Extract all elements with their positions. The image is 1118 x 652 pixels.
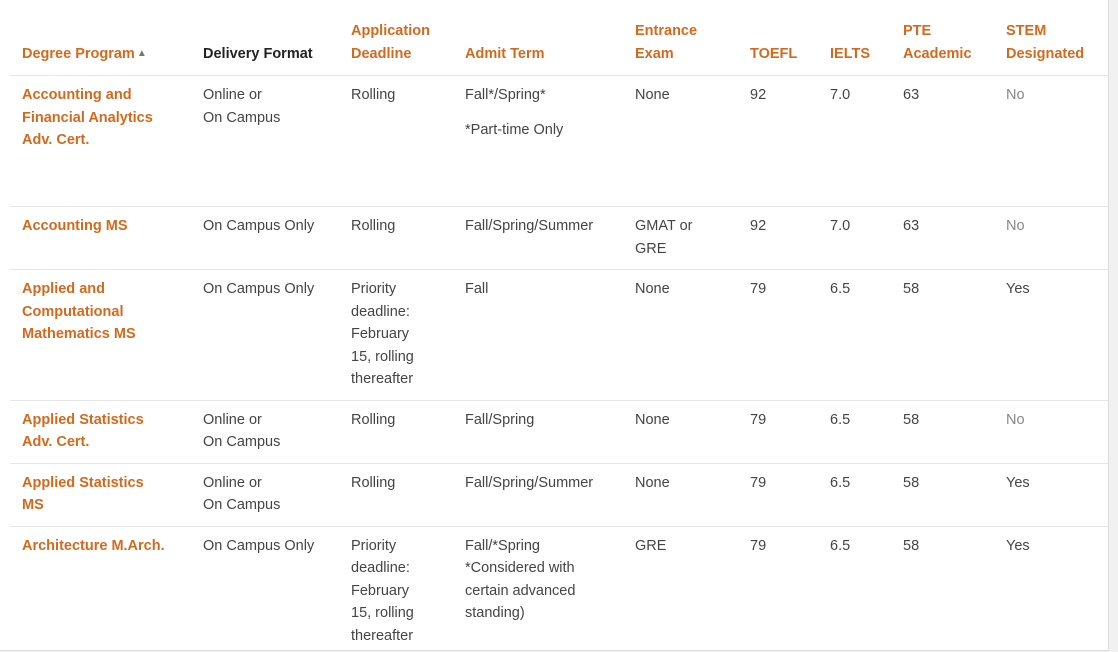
program-name[interactable]: Architecture M.Arch. bbox=[10, 526, 191, 651]
entrance-exam: GRE bbox=[623, 526, 738, 651]
toefl-score: 79 bbox=[738, 526, 818, 651]
application-deadline: Priority deadline: February 15, rolling thereafter bbox=[339, 270, 453, 401]
pte-score: 58 bbox=[891, 463, 994, 526]
table-row bbox=[10, 463, 1109, 526]
admit-term: Fall/Spring bbox=[453, 400, 623, 463]
application-deadline: Rolling bbox=[339, 207, 453, 270]
ielts-score: 7.0 bbox=[818, 76, 891, 207]
program-name[interactable]: Applied and Computational Mathematics MS bbox=[10, 270, 191, 401]
table-row bbox=[10, 526, 1109, 651]
column-header-stem-designated[interactable]: STEM Designated bbox=[994, 0, 1109, 76]
delivery-format: Online or On Campus bbox=[191, 76, 339, 207]
application-deadline: Rolling bbox=[339, 463, 453, 526]
admit-term: Fall/Spring/Summer bbox=[453, 463, 623, 526]
admit-term: Fall bbox=[453, 270, 623, 401]
pte-score: 58 bbox=[891, 526, 994, 651]
pte-score: 63 bbox=[891, 76, 994, 207]
table-row bbox=[10, 400, 1109, 463]
toefl-score: 92 bbox=[738, 207, 818, 270]
admit-term-note: *Part-time Only bbox=[465, 121, 564, 138]
application-deadline: Rolling bbox=[339, 400, 453, 463]
delivery-format: On Campus Only bbox=[191, 526, 339, 651]
ielts-score: 7.0 bbox=[818, 207, 891, 270]
stem-designated: No bbox=[994, 207, 1109, 270]
program-name[interactable]: Accounting MS bbox=[10, 207, 191, 270]
column-header-degree-program[interactable]: Degree Program ▲ bbox=[10, 0, 191, 76]
admit-term: Fall/Spring/Summer bbox=[453, 207, 623, 270]
stem-designated: Yes bbox=[994, 526, 1109, 651]
entrance-exam: None bbox=[623, 400, 738, 463]
column-header-entrance-exam[interactable]: Entrance Exam bbox=[623, 0, 738, 76]
admit-term-text: Fall*/Spring* bbox=[465, 87, 546, 103]
entrance-exam: None bbox=[623, 76, 738, 207]
sort-ascending-icon: ▲ bbox=[136, 47, 147, 59]
delivery-format: On Campus Only bbox=[191, 270, 339, 401]
ielts-score: 6.5 bbox=[818, 400, 891, 463]
program-name[interactable]: Accounting and Financial Analytics Adv. Cert. bbox=[10, 76, 191, 207]
stem-designated: Yes bbox=[994, 270, 1109, 401]
toefl-score: 79 bbox=[738, 270, 818, 401]
pte-score: 63 bbox=[891, 207, 994, 270]
ielts-score: 6.5 bbox=[818, 463, 891, 526]
table-header-row bbox=[10, 0, 1109, 76]
delivery-format: Online or On Campus bbox=[191, 463, 339, 526]
column-header-application-deadline[interactable]: Application Deadline bbox=[339, 0, 453, 76]
pte-score: 58 bbox=[891, 270, 994, 401]
application-deadline: Priority deadline: February 15, rolling thereafter bbox=[339, 526, 453, 651]
entrance-exam: None bbox=[623, 463, 738, 526]
admit-term: Fall/*Spring *Considered with certain advanced standing) bbox=[453, 526, 623, 651]
column-header-toefl[interactable]: TOEFL bbox=[738, 0, 818, 76]
ielts-score: 6.5 bbox=[818, 526, 891, 651]
column-header-ielts[interactable]: IELTS bbox=[818, 0, 891, 76]
table-row bbox=[10, 207, 1109, 270]
stem-designated: Yes bbox=[994, 463, 1109, 526]
toefl-score: 79 bbox=[738, 400, 818, 463]
delivery-format: Online or On Campus bbox=[191, 400, 339, 463]
table-row bbox=[10, 76, 1109, 207]
pte-score: 58 bbox=[891, 400, 994, 463]
admit-term bbox=[453, 76, 623, 207]
toefl-score: 92 bbox=[738, 76, 818, 207]
entrance-exam: GMAT or GRE bbox=[623, 207, 738, 270]
column-header-admit-term[interactable]: Admit Term bbox=[453, 0, 623, 76]
column-header-pte-academic[interactable]: PTE Academic bbox=[891, 0, 994, 76]
table-row bbox=[10, 270, 1109, 401]
stem-designated: No bbox=[994, 76, 1109, 207]
program-name[interactable]: Applied Statistics Adv. Cert. bbox=[10, 400, 191, 463]
entrance-exam: None bbox=[623, 270, 738, 401]
ielts-score: 6.5 bbox=[818, 270, 891, 401]
application-deadline: Rolling bbox=[339, 76, 453, 207]
stem-designated: No bbox=[994, 400, 1109, 463]
toefl-score: 79 bbox=[738, 463, 818, 526]
degree-program-table bbox=[10, 0, 1109, 651]
column-header-delivery-format[interactable]: Delivery Format bbox=[191, 0, 339, 76]
delivery-format: On Campus Only bbox=[191, 207, 339, 270]
program-name[interactable]: Applied Statistics MS bbox=[10, 463, 191, 526]
